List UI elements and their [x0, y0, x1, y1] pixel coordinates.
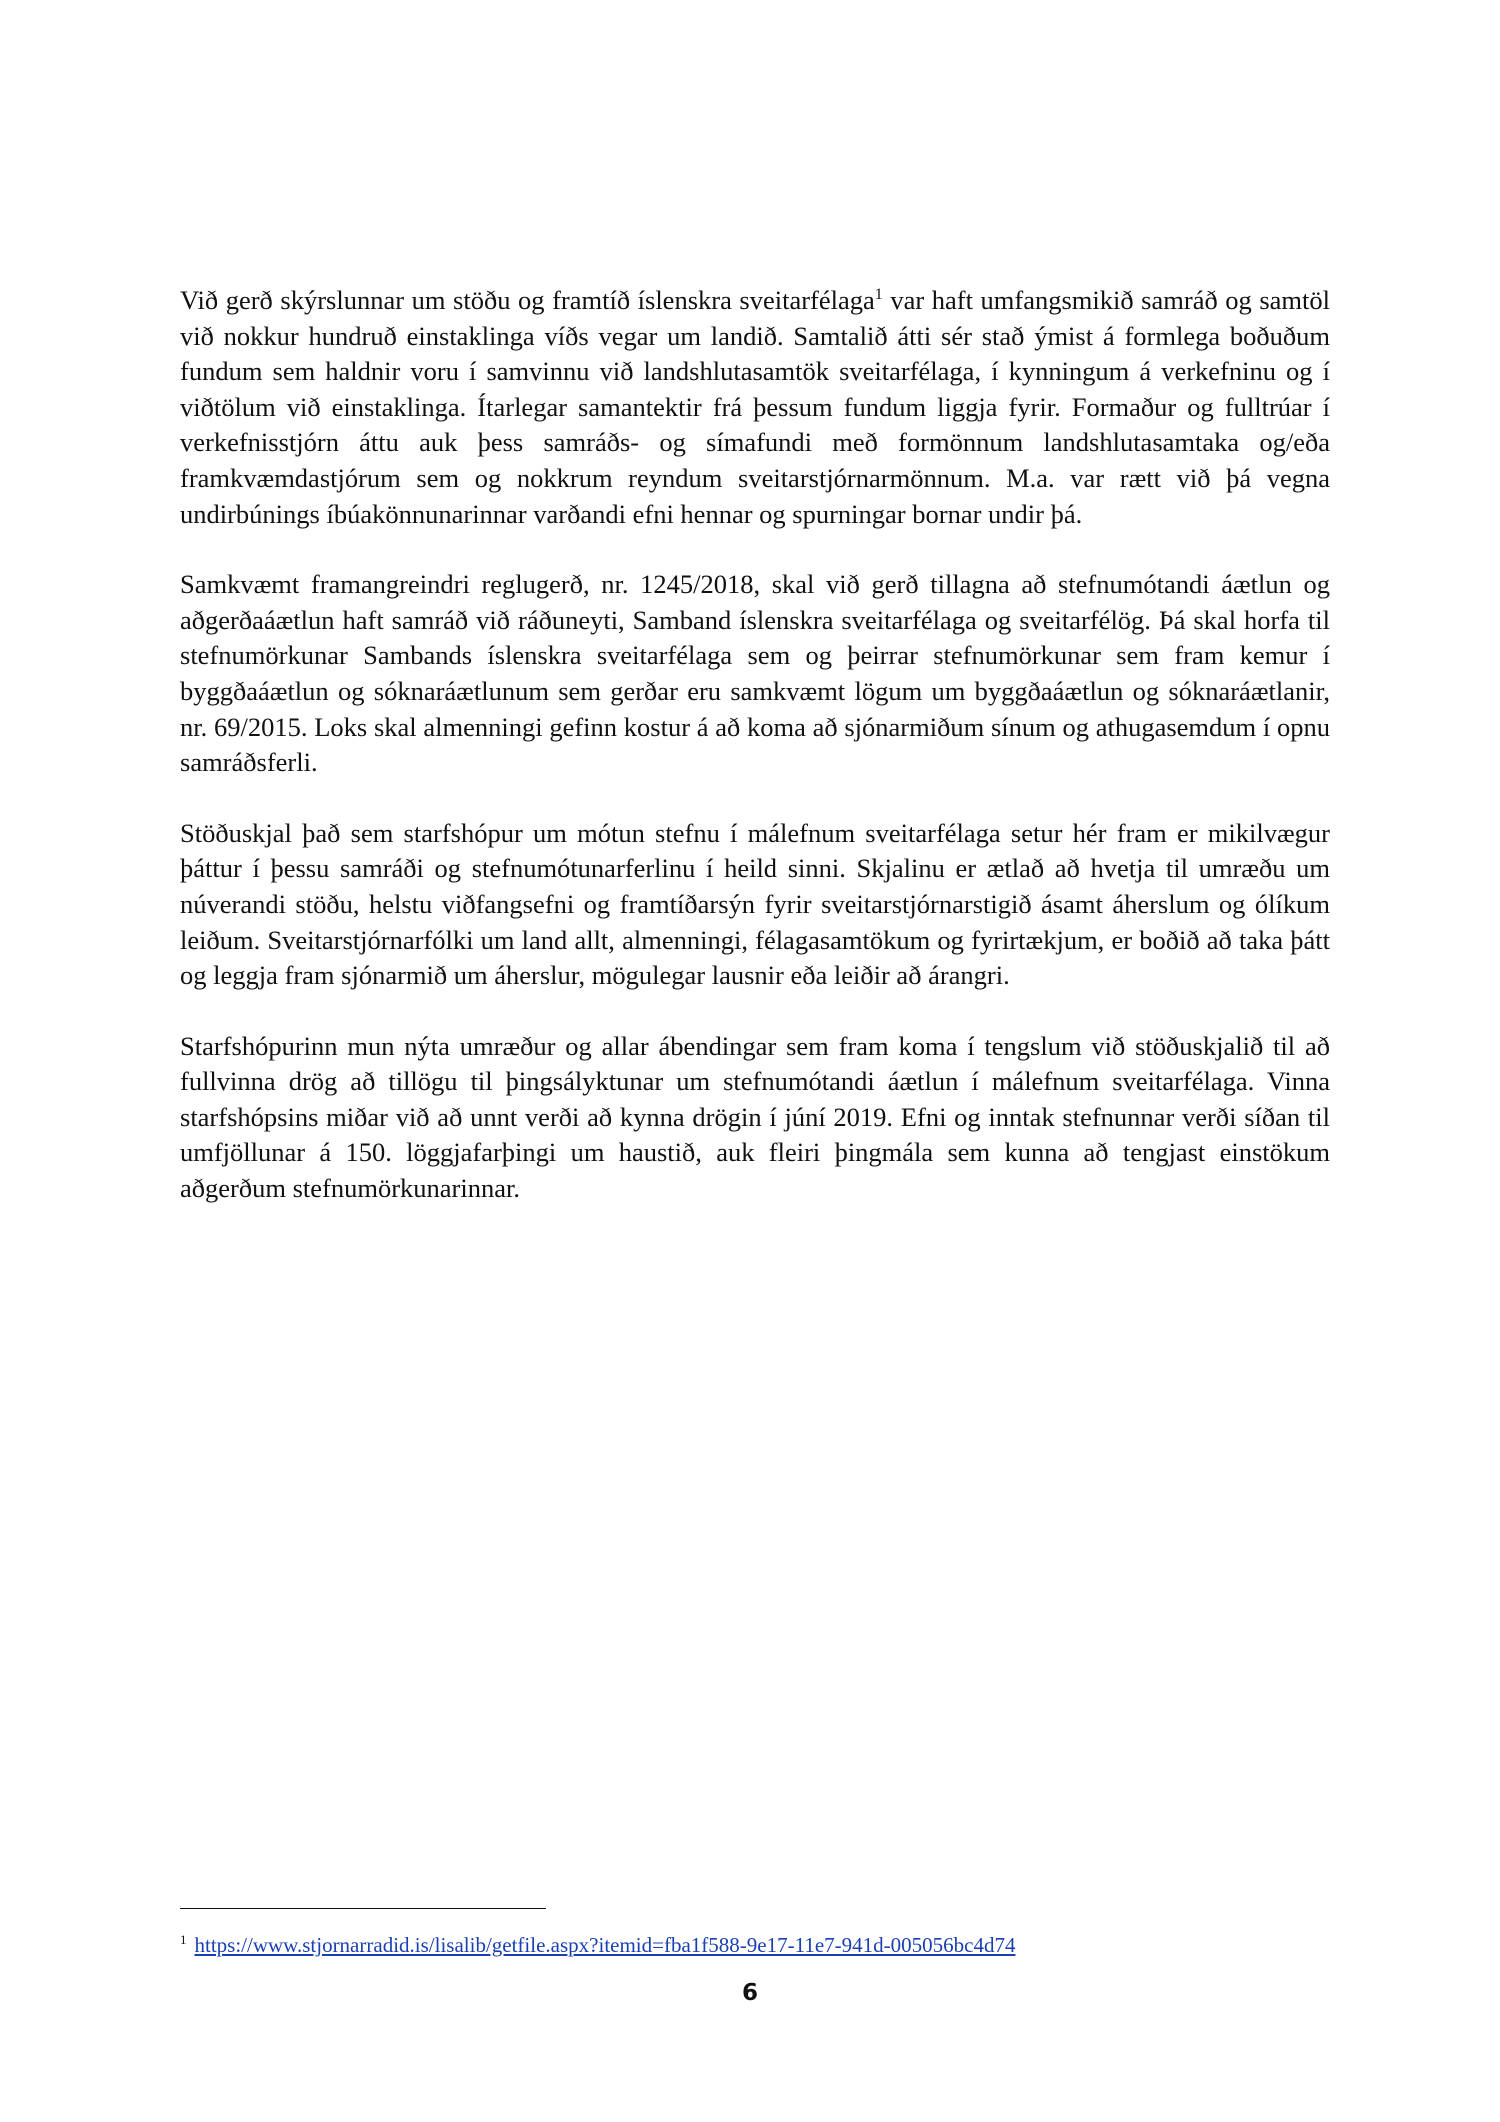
paragraph-1 — [180, 283, 1330, 532]
page-number: 6 — [741, 1980, 758, 2006]
paragraph-3: Stöðuskjal það sem starfshópur um mótun stefnu í málefnum sveitarfélaga setur hér fram er mikilvægur þáttur í þessu samráði og stefnumótunarferlinu í heild sinni. Skjalinu er ætlað að hvetja til umræðu um núverandi stöðu, helstu viðfangsefni og framtíðarsýn fyrir sveitarstjórnarstigið ásamt áherslum og ólíkum leiðum. Sveitarstjórnarfólki um land allt, almenningi, félagasamtökum og fyrirtækjum, er boðið að taka þátt og leggja fram sjónarmið um áherslur, mögulegar lausnir eða leiðir að árangri. — [180, 817, 1330, 991]
body-text — [180, 283, 1330, 1242]
footnote-reference: 1 — [874, 286, 883, 304]
paragraph-2: Samkvæmt framangreindri reglugerð, nr. 1245/2018, skal við gerð tillagna að stefnumótandi áætlun og aðgerðaáætlun haft samráð við ráðuneyti, Samband íslenskra sveitarfélaga og sveitarfélög. Þá skal horfa til stefnumörkunar Sambands íslenskra sveitarfélaga sem og þeirrar stefnumörkunar sem fram kemur í byggðaáætlun og sóknaráætlunum sem gerðar eru samkvæmt lögum um byggðaáætlun og sóknaráætlanir, nr. 69/2015. Loks skal almenningi gefinn kostur á að koma að sjónarmiðum sínum og athugasemdum í opnu samráðsferli. — [180, 569, 1330, 778]
paragraph-4: Starfshópurinn mun nýta umræður og allar ábendingar sem fram koma í tengslum við stöðuskjalið til að fullvinna drög að tillögu til þingsályktunar um stefnumótandi áætlun í málefnum sveitarfélaga. Vinna starfshópsins miðar við að unnt verði að kynna drögin í júní 2019. Efni og inntak stefnunnar verði síðan til umfjöllunar á 150. löggjafarþingi um haustið, auk fleiri þingmála sem kunna að tengjast einstökum aðgerðum stefnumörkunarinnar. — [180, 1030, 1330, 1204]
paragraph-1-text-start: Við gerð skýrslunnar um stöðu og framtíð íslenskra sveitarfélaga — [180, 285, 875, 315]
footnote-link[interactable]: https://www.stjornarradid.is/lisalib/getfile.aspx?itemid=fba1f588-9e17-11e7-941d-005056bc4d74 — [194, 1933, 1016, 1957]
paragraph-1-text-end: var haft umfangsmikið samráð og samtöl við nokkur hundruð einstaklinga víðs vegar um landið. Samtalið átti sér stað ýmist á formlega boðuðum fundum sem haldnir voru í samvinnu við landshlutasamtök sveitarfélaga, í kynningum á verkefninu og í viðtölum við einstaklinga. Ítarlegar samantektir frá þessum fundum liggja fyrir. Formaður og fulltrúar í verkefnisstjórn áttu auk þess samráðs- og símafundi með formönnum landshlutasamtaka og/eða framkvæmdastjórum sem og nokkrum reyndum sveitarstjórnarmönnum. M.a. var rætt við þá vegna undirbúnings íbúakönnunarinnar varðandi efni hennar og spurningar bornar undir þá. — [180, 285, 1330, 529]
footnote-separator — [180, 1908, 546, 1909]
footnote-number: 1 — [180, 1932, 187, 1947]
footnote — [180, 1926, 1015, 1959]
